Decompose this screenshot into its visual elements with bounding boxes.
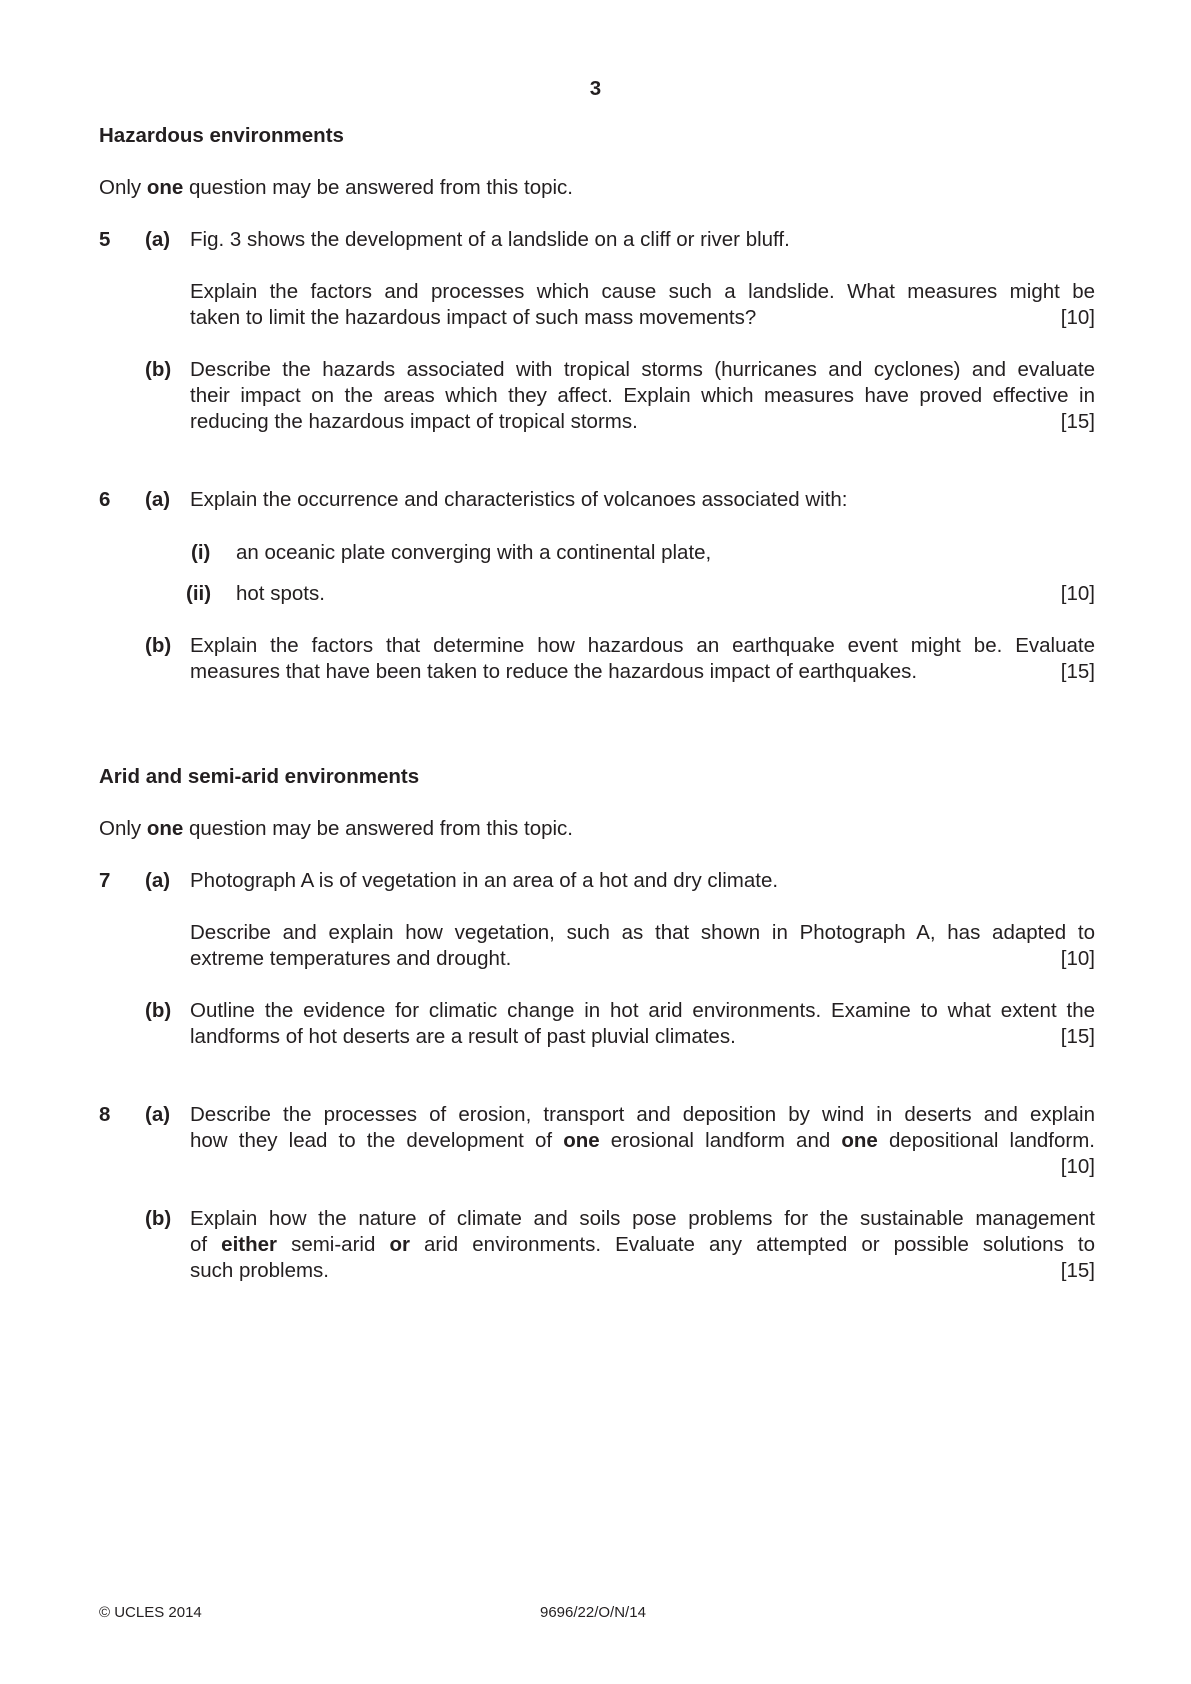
mark-allocation: [15] <box>1060 1025 1095 1048</box>
part-text: Outline the evidence for climatic change in hot arid environments. Examine to what extent the <box>190 999 1095 1022</box>
subpart-text: an oceanic plate converging with a continental plate, <box>236 541 712 564</box>
part-label: (a) <box>145 488 171 511</box>
part-text: Explain the occurrence and characteristics of volcanoes associated with: <box>190 488 848 511</box>
part-label: (b) <box>145 358 172 381</box>
part-text: reducing the hazardous impact of tropical storms. <box>190 410 638 433</box>
part-label: (b) <box>145 999 172 1022</box>
part-text: Photograph A is of vegetation in an area of a hot and dry climate. <box>190 869 779 892</box>
part-label: (a) <box>145 1103 171 1126</box>
question-number: 5 <box>99 228 111 251</box>
section-heading-arid: Arid and semi-arid environments <box>99 765 420 788</box>
mark-allocation: [15] <box>1060 410 1095 433</box>
part-text: how they lead to the development of one erosional landform and one depositional landform. <box>190 1129 1096 1152</box>
part-text: extreme temperatures and drought. <box>190 947 512 970</box>
part-text: taken to limit the hazardous impact of such mass movements? <box>190 306 757 329</box>
subpart-label: (ii) <box>186 582 212 605</box>
footer-copyright: © UCLES 2014 <box>99 1604 202 1621</box>
footer-paper-code: 9696/22/O/N/14 <box>540 1604 646 1621</box>
part-text: such problems. <box>190 1259 330 1282</box>
part-text: Describe and explain how vegetation, such as that shown in Photograph A, has adapted to <box>190 921 1095 944</box>
section-intro-hazardous: Only one question may be answered from this topic. <box>99 176 574 199</box>
page-number: 3 <box>589 77 602 100</box>
part-text: Describe the hazards associated with tropical storms (hurricanes and cyclones) and evaluate <box>190 358 1095 381</box>
question-number: 7 <box>99 869 111 892</box>
mark-allocation: [10] <box>1060 1155 1095 1178</box>
section-intro-arid: Only one question may be answered from this topic. <box>99 817 574 840</box>
part-text: Explain how the nature of climate and soils pose problems for the sustainable management <box>190 1207 1095 1230</box>
subpart-label: (i) <box>191 541 211 564</box>
part-text: Explain the factors that determine how hazardous an earthquake event might be. Evaluate <box>190 634 1095 657</box>
part-label: (a) <box>145 869 171 892</box>
mark-allocation: [10] <box>1060 306 1095 329</box>
part-text: Fig. 3 shows the development of a landslide on a cliff or river bluff. <box>190 228 790 251</box>
part-label: (a) <box>145 228 171 251</box>
mark-allocation: [15] <box>1060 660 1095 683</box>
question-number: 6 <box>99 488 111 511</box>
part-text: Explain the factors and processes which cause such a landslide. What measures might be <box>190 280 1095 303</box>
part-label: (b) <box>145 1207 172 1230</box>
part-text: measures that have been taken to reduce the hazardous impact of earthquakes. <box>190 660 918 683</box>
part-text: Describe the processes of erosion, transport and deposition by wind in deserts and explain <box>190 1103 1095 1126</box>
part-label: (b) <box>145 634 172 657</box>
subpart-text: hot spots. <box>236 582 325 605</box>
mark-allocation: [15] <box>1060 1259 1095 1282</box>
mark-allocation: [10] <box>1060 947 1095 970</box>
section-heading-hazardous: Hazardous environments <box>99 124 344 147</box>
question-number: 8 <box>99 1103 111 1126</box>
mark-allocation: [10] <box>1060 582 1095 605</box>
part-text: their impact on the areas which they affect. Explain which measures have proved effective in <box>190 384 1095 407</box>
part-text: of either semi-arid or arid environments. Evaluate any attempted or possible solutions to <box>190 1233 1095 1256</box>
part-text: landforms of hot deserts are a result of past pluvial climates. <box>190 1025 736 1048</box>
